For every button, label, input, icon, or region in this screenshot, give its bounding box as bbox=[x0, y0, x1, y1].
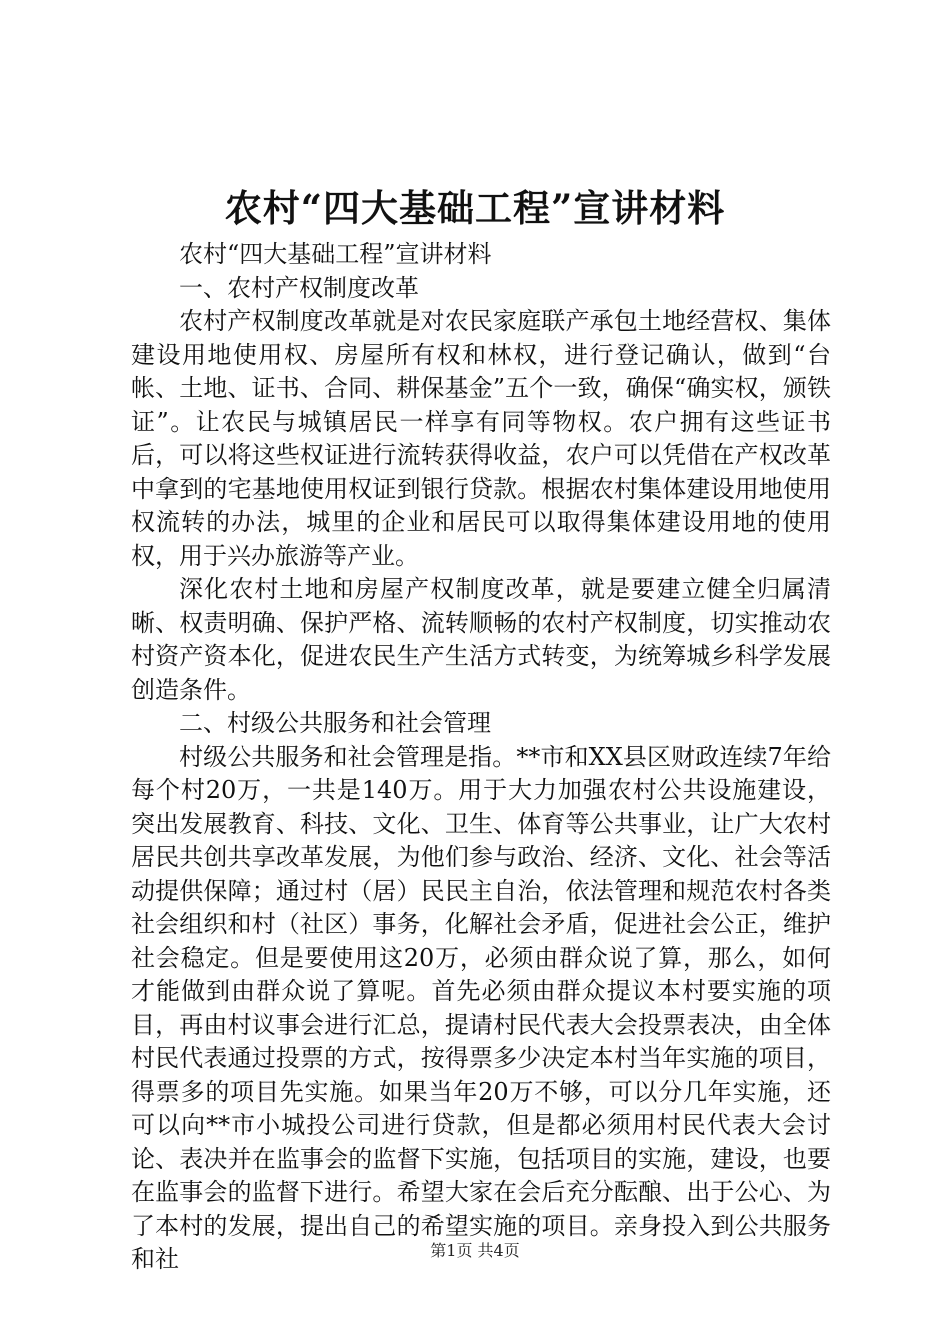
section-heading-1: 一、农村产权制度改革 bbox=[179, 273, 419, 302]
subtitle-line: 农村“四大基础工程”宣讲材料 bbox=[179, 240, 492, 268]
paragraph: 农村产权制度改革就是对农民家庭联产承包土地经营权、集体建设用地使用权、房屋所有权和林权，进行登记确认，做到“台帐、土地、证书、合同、耕保基金”五个一致，确保“确实权，颁铁证”。让农民与城镇居民一样享有同等物权。农户拥有这些证书后，可以将这些权证进行流转获得收益，农户可以凭借在产权改革中拿到的宅基地使用权证到银行贷款。根据农村集体建设用地使用权流转的办法，城里的企业和居民可以取得集体建设用地的使用权，用于兴办旅游等产业。 bbox=[131, 307, 831, 570]
document-body bbox=[131, 238, 831, 1277]
document-title: 农村“四大基础工程”宣讲材料 bbox=[224, 186, 726, 230]
paragraph: 深化农村土地和房屋产权制度改革，就是要建立健全归属清晰、权责明确、保护严格、流转顺畅的农村产权制度，切实推动农村资产资本化，促进农民生产生活方式转变，为统筹城乡科学发展创造条件。 bbox=[131, 575, 831, 704]
section-heading-2: 二、村级公共服务和社会管理 bbox=[179, 709, 491, 737]
paragraph: 村级公共服务和社会管理是指。**市和XX县区财政连续7年给每个村20万，一共是140万。用于大力加强农村公共设施建设，突出发展教育、科技、文化、卫生、体育等公共事业，让广大农村居民共创共享改革发展，为他们参与政治、经济、文化、社会等活动提供保障；通过村（居）民民主自治，依法管理和规范农村各类社会组织和村（社区）事务，化解社会矛盾，促进社会公正，维护社会稳定。但是要使用这20万，必须由群众说了算，那么，如何才能做到由群众说了算呢。首先必须由群众提议本村要实施的项目，再由村议事会进行汇总，提请村民代表大会投票表决，由全体村民代表通过投票的方式，按得票多少决定本村当年实施的项目，得票多的项目先实施。如果当年20万不够，可以分几年实施，还可以向**市小城投公司进行贷款，但是都必须用村民代表大会讨论、表决并在监事会的监督下实施，包括项目的实施，建设，也要在监事会的监督下进行。希望大家在会后充分酝酿、出于公心、为了本村的发展，提出自己的希望实施的项目。亲身投入到公共服务和社 bbox=[131, 742, 831, 1273]
page-footer: 第1页 共4页 bbox=[430, 1241, 520, 1260]
